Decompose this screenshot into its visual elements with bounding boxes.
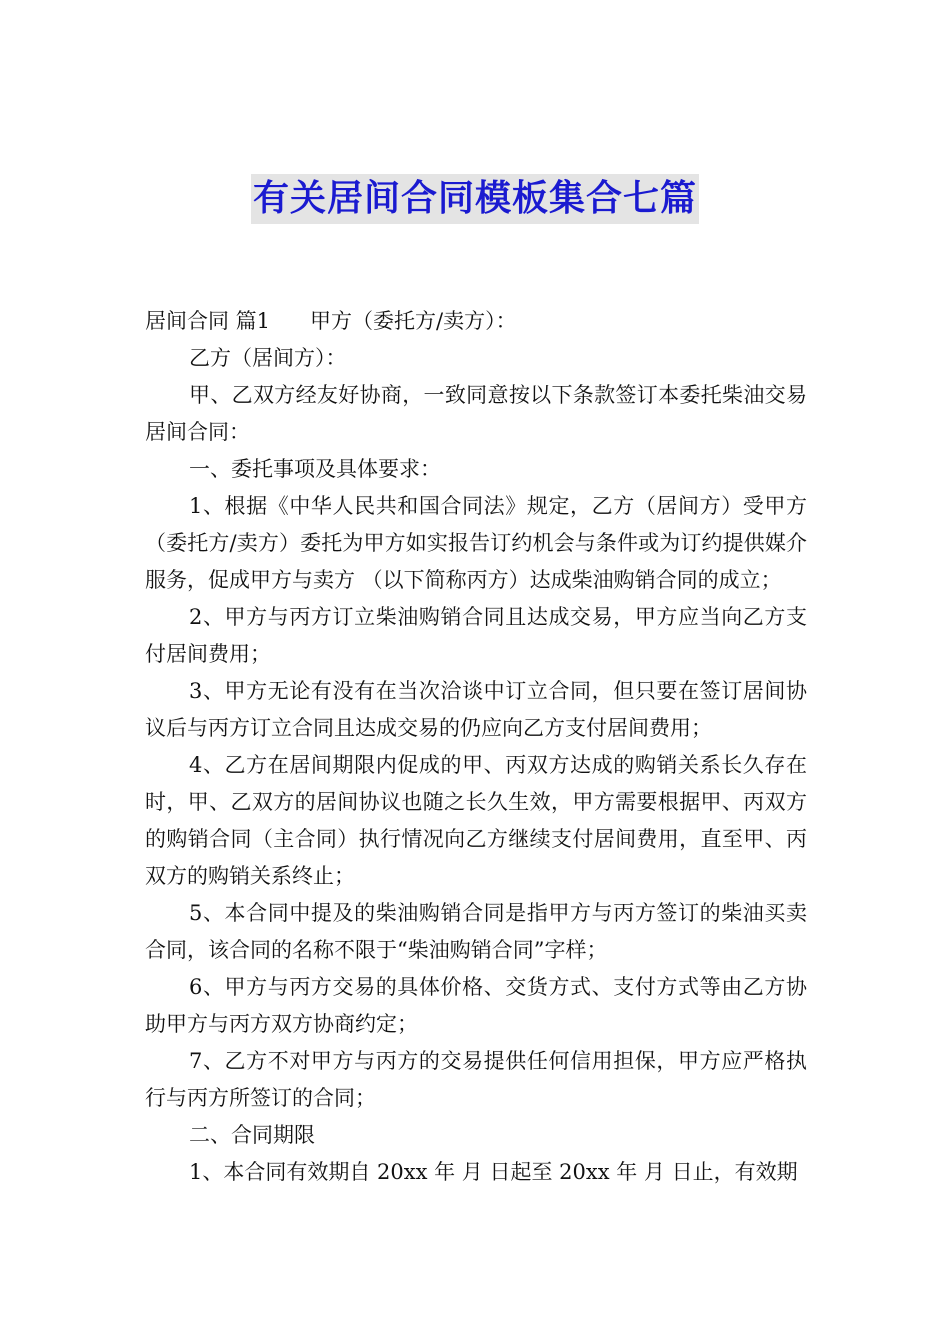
paragraph: 5、本合同中提及的柴油购销合同是指甲方与丙方签订的柴油买卖合同，该合同的名称不限于“柴油购销合同”字样；: [145, 901, 807, 962]
document-body: [145, 303, 807, 1191]
paragraph: 1、本合同有效期自 20xx 年 月 日起至 20xx 年 月 日止，有效期: [189, 1160, 798, 1184]
paragraph: 2、甲方与丙方订立柴油购销合同且达成交易，甲方应当向乙方支付居间费用；: [145, 605, 807, 666]
paragraph: 7、乙方不对甲方与丙方的交易提供任何信用担保，甲方应严格执行与丙方所签订的合同；: [145, 1049, 807, 1110]
paragraph: 4、乙方在居间期限内促成的甲、丙双方达成的购销关系长久存在时，甲、乙双方的居间协议也随之长久生效，甲方需要根据甲、丙双方的购销合同（主合同）执行情况向乙方继续支付居间费用，直至甲、丙双方的购销关系终止；: [145, 753, 807, 888]
paragraph: 一、委托事项及具体要求：: [189, 457, 441, 481]
paragraph: 3、甲方无论有没有在当次洽谈中订立合同，但只要在签订居间协议后与丙方订立合同且达成交易的仍应向乙方支付居间费用；: [145, 679, 807, 740]
title-container: [0, 174, 950, 224]
section-heading-line: [145, 303, 807, 340]
paragraph: 1、根据《中华人民共和国合同法》规定，乙方（居间方）受甲方（委托方/卖方）委托为甲方如实报告订约机会与条件或为订约提供媒介服务，促成甲方与卖方 （以下简称丙方）达成柴油购销合同的成立；: [145, 494, 807, 592]
party-a-label: 甲方（委托方/卖方）：: [310, 309, 517, 333]
paragraph: 甲、乙双方经友好协商，一致同意按以下条款签订本委托柴油交易居间合同：: [145, 383, 807, 444]
paragraph: 二、合同期限: [189, 1123, 315, 1147]
document-title: 有关居间合同模板集合七篇: [251, 174, 699, 224]
section-heading: 居间合同 篇1: [145, 309, 271, 333]
paragraph: 乙方（居间方）：: [189, 346, 347, 370]
paragraph: 6、甲方与丙方交易的具体价格、交货方式、支付方式等由乙方协助甲方与丙方双方协商约定；: [145, 975, 807, 1036]
